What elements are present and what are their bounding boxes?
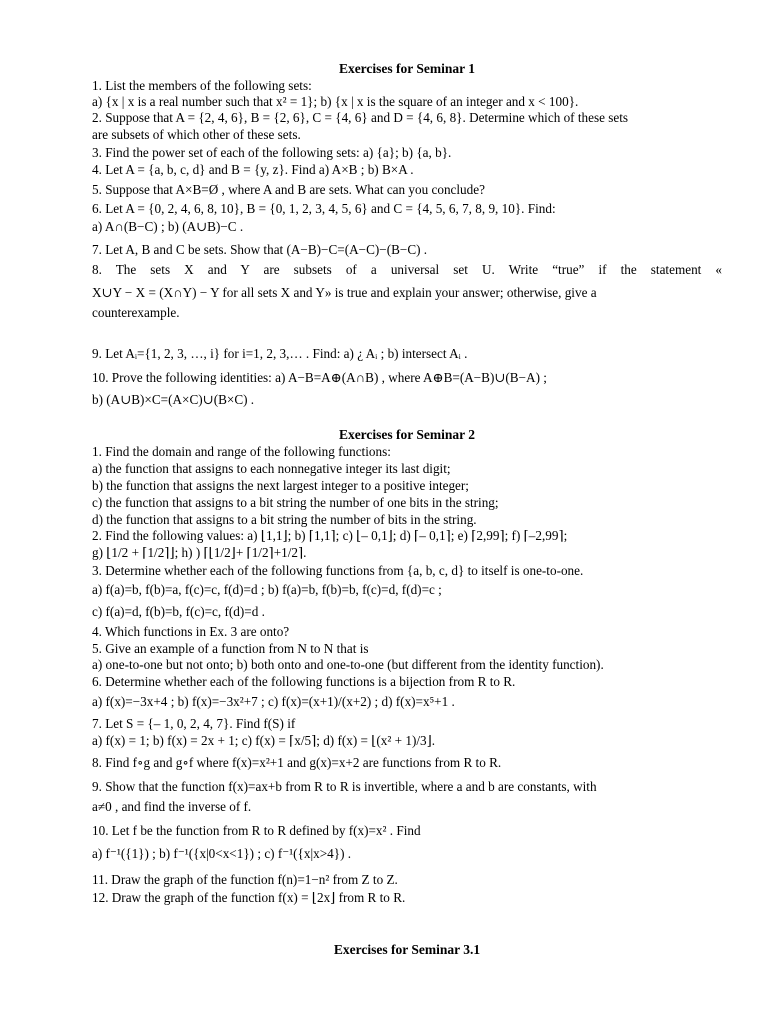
s2-line-8: 3. Determine whether each of the following functions from {a, b, c, d} to itself is one-to-one.: [92, 563, 584, 578]
s2-line-3: b) the function that assigns the next largest integer to a positive integer;: [92, 478, 469, 493]
s2-line-7: g) ⌊1/2 + ⌈1/2⌉⌋; h) ) ⌈⌊1/2⌋+ ⌈1/2⌉+1/2⌉.: [92, 545, 307, 560]
s1-line-4: are subsets of which other of these sets.: [92, 127, 301, 142]
s2-line-18: 8. Find f∘g and g∘f where f(x)=x²+1 and g(x)=x+2 are functions from R to R.: [92, 755, 502, 770]
s2-line-4: c) the function that assigns to a bit string the number of one bits in the string;: [92, 495, 499, 510]
s2-line-13: a) one-to-one but not onto; b) both onto and one-to-one (but different from the identity function).: [92, 657, 604, 672]
s1-line-1: 1. List the members of the following sets:: [92, 78, 312, 93]
s2-line-16: 7. Let S = {– 1, 0, 2, 4, 7}. Find f(S) if: [92, 716, 296, 731]
seminar-3-title: Exercises for Seminar 3.1: [333, 942, 481, 957]
s2-line-20: a≠0 , and find the inverse of f.: [92, 799, 252, 814]
s1-line-6: 4. Let A = {a, b, c, d} and B = {y, z}. Find a) A×B ; b) B×A .: [92, 162, 414, 177]
s1-line-9: a) A∩(B−C) ; b) (A∪B)−C .: [92, 219, 244, 234]
s1-line-15: 10. Prove the following identities: a) A−B=A⊕(A∩B) , where A⊕B=(A−B)∪(B−A) ;: [92, 370, 547, 385]
s1-line-14: 9. Let Aᵢ={1, 2, 3, …, i} for i=1, 2, 3,… . Find: a) ¿ Aᵢ ; b) intersect Aᵢ .: [92, 346, 468, 361]
s2-line-17: a) f(x) = 1; b) f(x) = 2x + 1; c) f(x) = ⌈x/5⌉; d) f(x) = ⌊(x² + 1)/3⌋.: [92, 733, 436, 748]
s1-line-12: X∪Y − X = (X∩Y) − Y for all sets X and Y» is true and explain your answer; otherwise, give a: [92, 285, 597, 300]
seminar-2-title: Exercises for Seminar 2: [338, 427, 476, 442]
s2-line-21: 10. Let f be the function from R to R defined by f(x)=x² . Find: [92, 823, 421, 838]
s1-line-8: 6. Let A = {0, 2, 4, 6, 8, 10}, B = {0, 1, 2, 3, 4, 5, 6} and C = {4, 5, 6, 7, 8, 9, 10}. Find:: [92, 201, 556, 216]
s2-line-15: a) f(x)=−3x+4 ; b) f(x)=−3x²+7 ; c) f(x)=(x+1)/(x+2) ; d) f(x)=x⁵+1 .: [92, 694, 455, 709]
s1-line-10: 7. Let A, B and C be sets. Show that (A−B)−C=(A−C)−(B−C) .: [92, 242, 428, 257]
s2-line-6: 2. Find the following values: a) ⌊1,1⌋; b) ⌈1,1⌉; c) ⌊– 0,1⌋; d) ⌈– 0,1⌉; e) ⌈2,99⌉; f) ⌈–2,99⌉;: [92, 528, 568, 543]
s1-line-13: counterexample.: [92, 305, 180, 320]
s2-line-2: a) the function that assigns to each nonnegative integer its last digit;: [92, 461, 451, 476]
s2-line-11: 4. Which functions in Ex. 3 are onto?: [92, 624, 290, 639]
s2-line-12: 5. Give an example of a function from N to N that is: [92, 641, 369, 656]
seminar-1-title: Exercises for Seminar 1: [338, 61, 476, 76]
s1-line-7: 5. Suppose that A×B=Ø , where A and B are sets. What can you conclude?: [92, 182, 485, 197]
s2-line-1: 1. Find the domain and range of the following functions:: [92, 444, 391, 459]
s1-line-3: 2. Suppose that A = {2, 4, 6}, B = {2, 6}, C = {4, 6} and D = {4, 6, 8}. Determine which of these sets: [92, 110, 629, 125]
s2-line-10: c) f(a)=d, f(b)=b, f(c)=c, f(d)=d .: [92, 604, 265, 619]
s2-line-24: 12. Draw the graph of the function f(x) = ⌊2x⌋ from R to R.: [92, 890, 406, 905]
s2-line-9: a) f(a)=b, f(b)=a, f(c)=c, f(d)=d ; b) f(a)=b, f(b)=b, f(c)=d, f(d)=c ;: [92, 582, 442, 597]
s1-line-16: b) (A∪B)×C=(A×C)∪(B×C) .: [92, 392, 255, 407]
s2-line-23: 11. Draw the graph of the function f(n)=1−n² from Z to Z.: [92, 872, 398, 887]
s2-line-19: 9. Show that the function f(x)=ax+b from R to R is invertible, where a and b are constants, with: [92, 779, 597, 794]
s1-line-5: 3. Find the power set of each of the following sets: a) {a}; b) {a, b}.: [92, 145, 452, 160]
s2-line-14: 6. Determine whether each of the following functions is a bijection from R to R.: [92, 674, 516, 689]
s1-line-2: a) {x | x is a real number such that x² = 1}; b) {x | x is the square of an integer and x < 100}.: [92, 94, 579, 109]
s1-line-11: 8. The sets X and Y are subsets of a universal set U. Write “true” if the statement «: [92, 262, 722, 277]
s2-line-5: d) the function that assigns to a bit string the number of bits in the string.: [92, 512, 477, 527]
s2-line-22: a) f⁻¹({1}) ; b) f⁻¹({x|0<x<1}) ; c) f⁻¹({x|x>4}) .: [92, 846, 352, 861]
